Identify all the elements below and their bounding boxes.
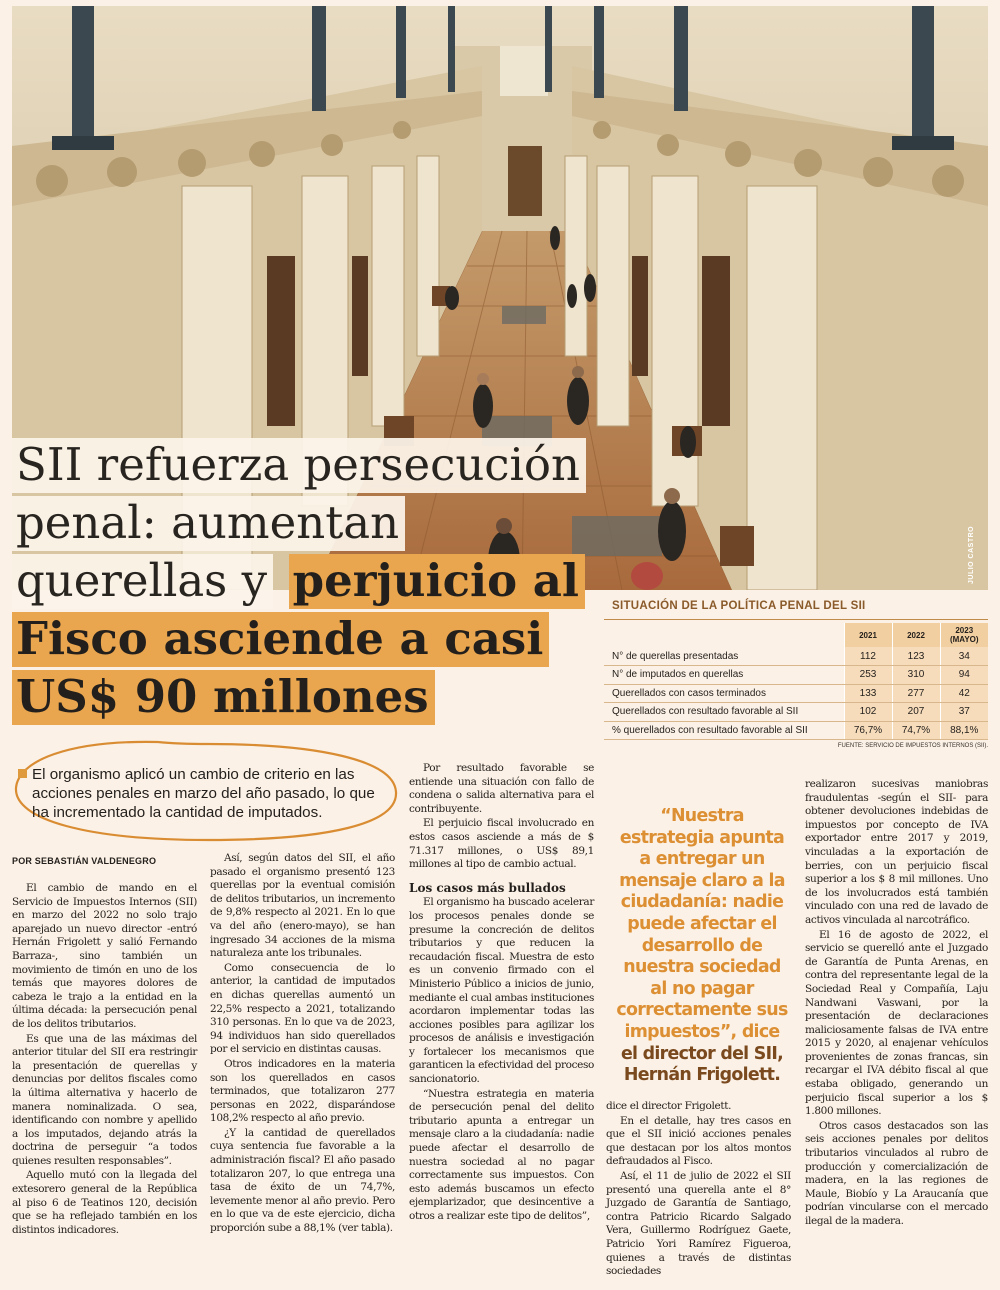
cell-value: 253: [844, 666, 892, 685]
paragraph: Por resultado favorable se entiende una situación con fallo de condena o salida alternativa para el contribuyente.: [409, 762, 594, 815]
body-column-1: [12, 882, 197, 1238]
cell-value: 102: [844, 703, 892, 722]
byline: POR SEBASTIÁN VALDENEGRO: [12, 856, 157, 866]
body-column-3: [409, 762, 594, 1225]
body-column-2: [210, 852, 395, 1237]
paragraph: Así, el 11 de julio de 2022 el SII presentó una querella ante el 8° Juzgado de Garantía de Santiago, contra Patricio Ricardo Salgado Vera, Guillermo Rodríguez Gaete, Patricio Yori Ramírez Figueroa, quienes a través de distintas sociedades: [606, 1169, 791, 1278]
table-header-2021: 2021: [844, 623, 892, 647]
stats-title: SITUACIÓN DE LA POLÍTICA PENAL DEL SII: [604, 600, 988, 620]
table-row: [604, 666, 988, 685]
pull-quote-attribution: el director del SII, Hernán Frigolett.: [620, 1043, 784, 1086]
paragraph: El 16 de agosto de 2022, el servicio se querelló ante el Juzgado de Garantía de Punta Arenas, en contra del representante legal de la Sociedad Real y Compañía, Laju Nandwani Vaswani, por la presentación de declaraciones maliciosamente falsas de IVA entre 2015 y 2020, al enajenar vehículos provenientes de zonas francas, sin recargar el IVA débito fiscal al que estaba obligado, generando un perjuicio fiscal superior a los $ 1.800 millones.: [805, 928, 988, 1118]
row-label: N° de querellas presentadas: [604, 647, 844, 666]
stats-table-box: [604, 600, 988, 749]
article-headline: [12, 436, 612, 726]
cell-value: 76,7%: [844, 721, 892, 740]
table-row: [604, 703, 988, 722]
cell-value: 277: [892, 684, 940, 703]
cell-value: 88,1%: [940, 721, 988, 740]
paragraph: Otros indicadores en la materia son los querellados en casos terminados, que totalizaron 277 personas en 2022, disparándose 108,2% respecto al año previo.: [210, 1057, 395, 1125]
pull-quote: [614, 806, 790, 1087]
cell-value: 207: [892, 703, 940, 722]
cell-value: 34: [940, 647, 988, 666]
paragraph: El cambio de mando en el Servicio de Impuestos Internos (SII) en marzo del 2022 no solo trajo aparejado un nuevo director -entró Hernán Frigolett y salió Fernando Barraza-, sino también un movimiento de timón en uno de los temás que mayores dolores de cabeza le trajo a la entidad en la última década: la persecución penal de los delitos tributarios.: [12, 882, 197, 1030]
table-header-row: [604, 623, 988, 647]
header-2023-year: 2023: [955, 626, 974, 635]
row-label: Querellados con resultado favorable al SII: [604, 703, 844, 722]
paragraph: El organismo ha buscado acelerar los procesos penales donde se presume la concreción de delitos tributarios y que reducen la recaudación fiscal. Muestra de esto es un convenio firmado con el Ministerio Público a inicios de junio, mediante el cual ambas instituciones acordaron implementar todas las acciones posibles para agilizar los procesos de análisis e investigación y fortalecer los mecanismos que garanticen la efectividad del proceso sancionatorio.: [409, 896, 594, 1086]
cell-value: 133: [844, 684, 892, 703]
headline-bold: perjuicio al Fisco asciende a casi US$ 90 millones: [12, 554, 585, 725]
row-label: % querellados con resultado favorable al SII: [604, 721, 844, 740]
row-label: N° de imputados en querellas: [604, 666, 844, 685]
paragraph: Otros casos destacados son las seis acciones penales por delitos tributarios vinculados al rubro de producción y comercialización de madera, en la las regiones de Maule, Biobío y La Araucanía que podrían vincularse con el mercado ilegal de la madera.: [805, 1119, 988, 1227]
paragraph: Es que una de las máximas del anterior titular del SII era restringir la presentación de querellas y denuncias por delitos fiscales como la última alternativa y hacerlo de manera nominalizada. O sea, identificando con nombre y apellido a los imputados, dejando atrás la doctrina de perseguir “a todos quienes resulten responsables”.: [12, 1032, 197, 1167]
paragraph: ¿Y la cantidad de querellados cuya sentencia fue favorable a la administración fiscal? El año pasado totalizaron 207, lo que entrega una tasa de éxito de un 74,7%, levemente menor al año previo. Pero en lo que va de este ejercicio, dicha proporción sube a 88,1% (ver tabla).: [210, 1126, 395, 1235]
lead-bullet-icon: [18, 769, 27, 778]
header-2023-month: (MAYO): [949, 635, 979, 644]
paragraph: Así, según datos del SII, el año pasado el organismo presentó 123 querellas por la eventual comisión de delitos tributarios, un incremento de 9,8% respecto al 2021. En lo que va del año (enero-mayo), se han ingresado 34 acciones de la misma naturaleza ante los tribunales.: [210, 852, 395, 960]
lead-text: El organismo aplicó un cambio de criterio en las acciones penales en marzo del año pasado, lo que ha incrementado la cantidad de imputados.: [32, 766, 375, 821]
paragraph: realizaron sucesivas maniobras fraudulentas -según el SII- para obtener devoluciones indebidas de impuestos por concepto de IVA exportador entre 2017 y 2019, vinculadas a la exportación de berries, con un perjuicio fiscal superior a los $ 8 mil millones. Uno de los involucrados está también vinculado con una red de lavado de activos vinculada al narcotráfico.: [805, 778, 988, 926]
table-header-label: [604, 623, 844, 647]
cell-value: 310: [892, 666, 940, 685]
photo-credit: JULIO CASTRO: [968, 525, 975, 584]
cell-value: 94: [940, 666, 988, 685]
cell-value: 112: [844, 647, 892, 666]
subheading: Los casos más bullados: [409, 880, 566, 895]
table-header-2023: [940, 623, 988, 647]
body-column-5: [805, 778, 988, 1230]
paragraph: Aquello mutó con la llegada del extesorero general de la República al piso 6 de Teatinos 120, decisión que se ha reflejado también en los distintos indicadores.: [12, 1169, 197, 1236]
paragraph: En el detalle, hay tres casos en que el SII inició acciones penales que destacan por los altos montos defraudados al Fisco.: [606, 1114, 791, 1168]
cell-value: 37: [940, 703, 988, 722]
cell-value: 123: [892, 647, 940, 666]
table-row: [604, 647, 988, 666]
paragraph: dice el director Frigolett.: [606, 1100, 732, 1112]
table-row: [604, 684, 988, 703]
cell-value: 74,7%: [892, 721, 940, 740]
lead-paragraph: [18, 765, 393, 822]
cell-value: 42: [940, 684, 988, 703]
body-column-4: [606, 1100, 791, 1280]
paragraph: Como consecuencia de lo anterior, la cantidad de imputados en dichas querellas aumentó un 22,5% respecto a 2021, totalizando 310 personas. En lo que va de 2023, 94 individuos han sido querellados por el servicio en distintas causas.: [210, 961, 395, 1056]
row-label: Querellados con casos terminados: [604, 684, 844, 703]
paragraph: El perjuicio fiscal involucrado en estos casos asciende a más de $ 71.317 millones, o US$ 89,1 millones al tipo de cambio actual.: [409, 817, 594, 871]
table-row: [604, 721, 988, 740]
pull-quote-text: “Nuestra estrategia apunta a entregar un mensaje claro a la ciudadanía: nadie puede afectar el desarrollo de nuestra sociedad al no pagar correctamente sus impuestos”, dice: [616, 806, 788, 1042]
stats-table: [604, 623, 988, 740]
headline-light: SII refuerza persecución penal: aumentan querellas y: [12, 438, 586, 609]
table-header-2022: 2022: [892, 623, 940, 647]
stats-source: FUENTE: SERVICIO DE IMPUESTOS INTERNOS (SII).: [837, 743, 988, 749]
paragraph: “Nuestra estrategia en materia de persecución penal del delito tributario apunta a entregar un mensaje claro a la ciudadanía: nadie puede afectar el desarrollo de nuestra sociedad al no pagar correctamente sus impuestos. Con esto además buscamos un efecto ejemplarizador, que desincentive a otros a realizar este tipo de delitos”,: [409, 1087, 594, 1222]
